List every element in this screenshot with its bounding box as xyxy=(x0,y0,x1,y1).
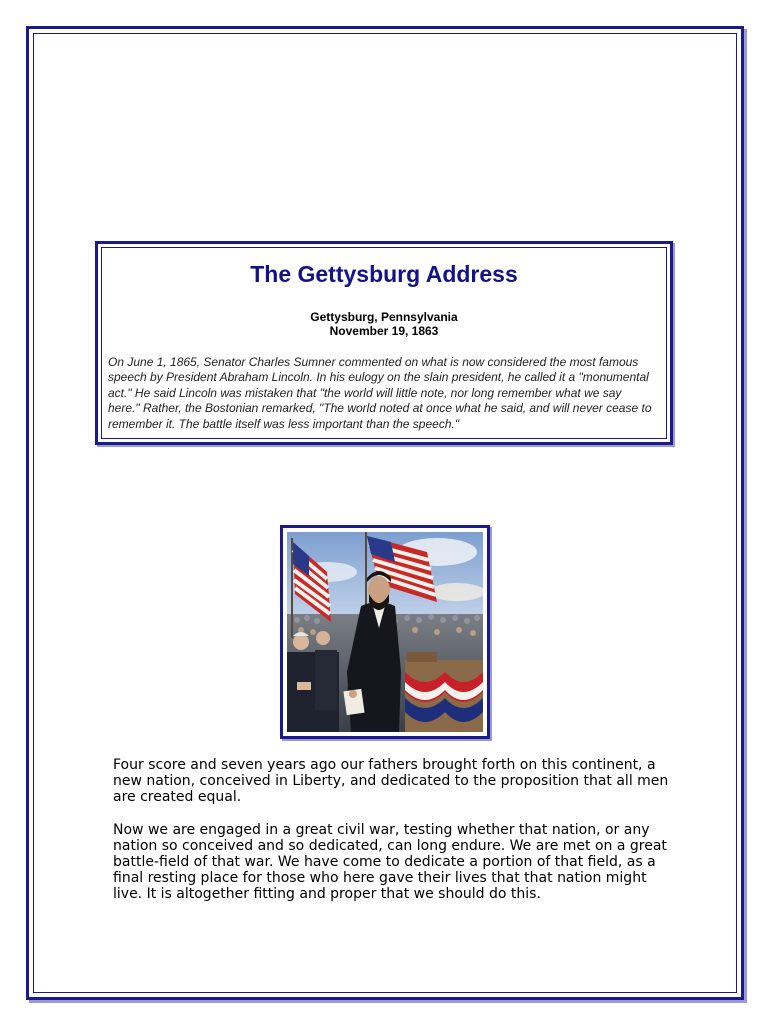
speech-paragraph-2: Now we are engaged in a great civil war, testing whether that nation, or any nation so conceived and so dedicated, can long endure. We are met on a great battle-field of that war. We have come to dedicate a portion of that field, as a final resting place for those who here gave their lives that that nation might live. It is altogether fitting and proper that we should do this. xyxy=(113,821,667,903)
lincoln-painting-image xyxy=(287,532,483,732)
intro-paragraph: On June 1, 1865, Senator Charles Sumner commented on what is now considered the most famous speech by President Abraham Lincoln. In his eulogy on the slain president, he called it a "monumental act." He said Lincoln was mistaken that "the world will little note, nor long remember what we say here." Rather, the Bostonian remarked, "The world noted at once what he said, and will never cease to remember it. The battle itself was less important than the speech." xyxy=(108,355,652,431)
speech-date: November 19, 1863 xyxy=(329,324,439,338)
document-title: The Gettysburg Address xyxy=(250,261,518,287)
title-box xyxy=(95,241,673,445)
speech-paragraph-1: Four score and seven years ago our fathers brought forth on this continent, a new nation, conceived in Liberty, and dedicated to the proposition that all men are created equal. xyxy=(113,757,669,806)
speech-location: Gettysburg, Pennsylvania xyxy=(310,310,458,324)
speech-location-date xyxy=(98,310,670,338)
lincoln-painting-frame xyxy=(280,525,490,739)
speech-text xyxy=(113,757,673,919)
